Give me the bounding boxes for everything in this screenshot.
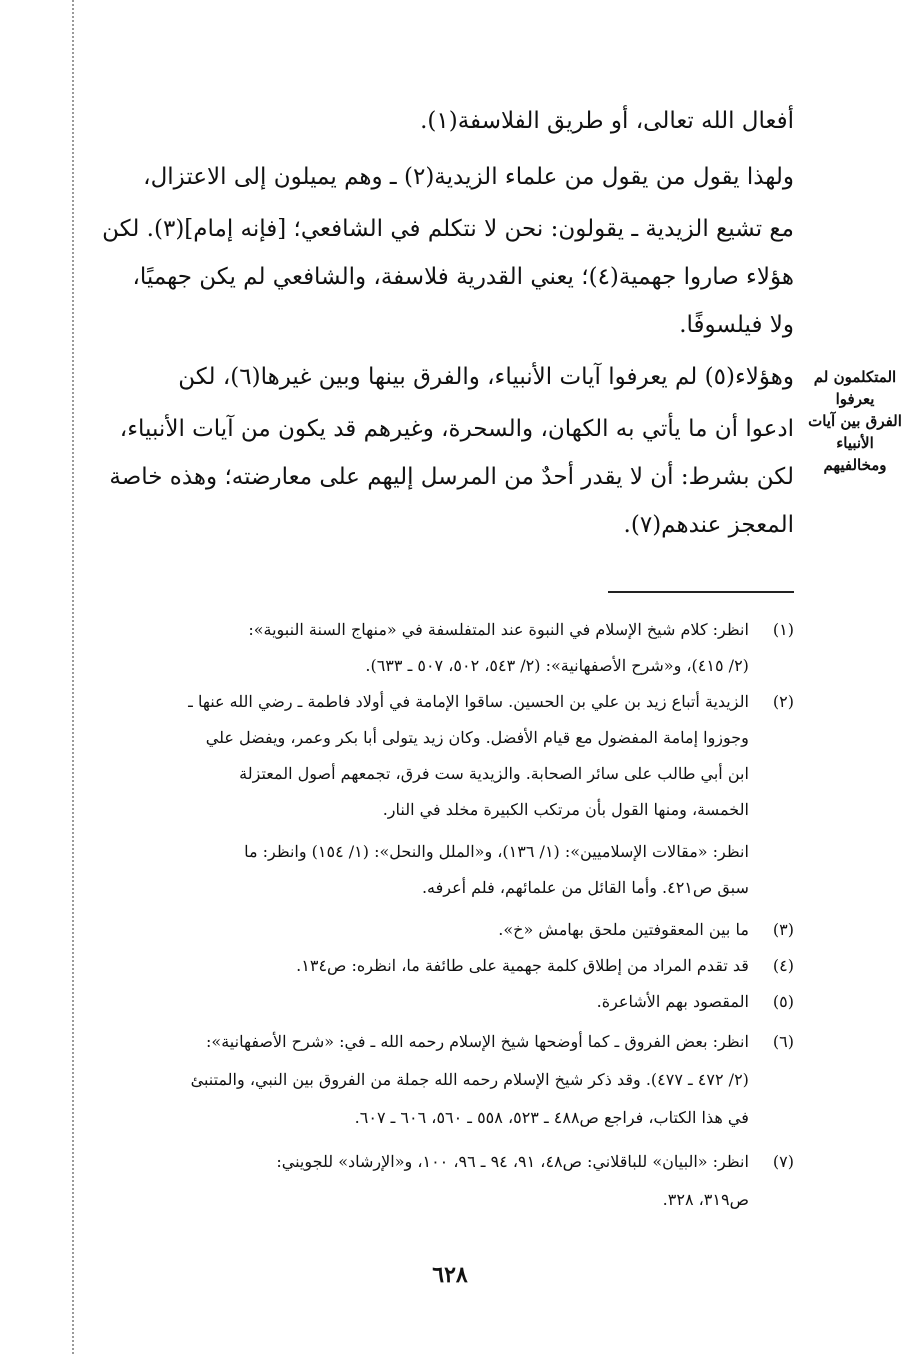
- footnote-text: (٢/ ٤٧٢ ـ ٤٧٧). وقد ذكر شيخ الإسلام رحمه الله جملة من الفروق بين النبي، والمتنبئ: [190, 1070, 749, 1089]
- footnote-text: انظر: «مقالات الإسلاميين»: (١/ ١٣٦)، و«الملل والنحل»: (١/ ١٥٤) وانظر: ما: [244, 842, 749, 861]
- footnote-line: [54, 1110, 794, 1126]
- main-line-7: ادعوا أن ما يأتي به الكهان، والسحرة، وغيرهم قد يكون من آيات الأنبياء،: [119, 416, 794, 442]
- main-line-6: وهؤلاء(٥) لم يعرفوا آيات الأنبياء، والفرق بينها وبين غيرها(٦)، لكن: [178, 364, 794, 390]
- main-line-2: ولهذا يقول من يقول من علماء الزيدية(٢) ـ وهم يميلون إلى الاعتزال،: [143, 164, 794, 190]
- main-line-3: مع تشيع الزيدية ـ يقولون: نحن لا نتكلم في الشافعي؛ [فإنه إمام](٣). لكن: [102, 216, 794, 242]
- footnote-text: انظر: بعض الفروق ـ كما أوضحها شيخ الإسلام رحمه الله ـ في: «شرح الأصفهانية»:: [206, 1032, 749, 1051]
- footnote-line: [54, 802, 794, 818]
- main-line-8: لكن بشرط: أن لا يقدر أحدٌ من المرسل إليهم على معارضته؛ وهذه خاصة: [109, 464, 794, 490]
- footnote-number: (٢): [772, 692, 794, 711]
- footnote-text: ص٣١٩، ٣٢٨.: [662, 1190, 749, 1209]
- footnote-text: قد تقدم المراد من إطلاق كلمة جهمية على طائفة ما، انظره: ص١٣٤.: [296, 956, 749, 975]
- footnote-number: (١): [772, 620, 794, 639]
- footnote-line: [54, 922, 794, 938]
- margin-note-line: الفرق بين آيات: [808, 412, 902, 430]
- margin-note-line: الأنبياء ومخالفيهم: [823, 434, 887, 474]
- footnote-text: وجوزوا إمامة المفضول مع قيام الأفضل. وكان زيد يتولى أبا بكر وعمر، ويفضل علي: [205, 728, 749, 747]
- footnote-line: [54, 730, 794, 746]
- footnote-text: سبق ص٤٢١. وأما القائل من علمائهم، فلم أعرفه.: [421, 878, 749, 897]
- footnote-line: [54, 1072, 794, 1088]
- footnote-line: [54, 844, 794, 860]
- footnote-text: المقصود بهم الأشاعرة.: [596, 992, 749, 1011]
- footnote-line: [54, 694, 794, 710]
- footnote-text: ابن أبي طالب على سائر الصحابة. والزيدية ست فرق، تجمعهم أصول المعتزلة: [239, 764, 749, 783]
- footnote-line: [54, 1154, 794, 1170]
- footnote-line: [54, 766, 794, 782]
- main-line-1: أفعال الله تعالى، أو طريق الفلاسفة(١).: [420, 108, 794, 134]
- footnote-text: ما بين المعقوفتين ملحق بهامش «خ».: [498, 920, 749, 939]
- footnote-number: (٧): [772, 1152, 794, 1171]
- footnote-line: [54, 658, 794, 674]
- footnote-text: في هذا الكتاب، فراجع ص٤٨٨ ـ ٥٢٣، ٥٥٨ ـ ٥٦٠، ٦٠٦ ـ ٦٠٧.: [354, 1108, 749, 1127]
- footnote-number: (٦): [772, 1032, 794, 1051]
- main-line-9: المعجز عندهم(٧).: [623, 512, 794, 538]
- footnote-line: [54, 958, 794, 974]
- footnote-line: [54, 880, 794, 896]
- footnote-line: [54, 1034, 794, 1050]
- footnote-line: [54, 1192, 794, 1208]
- page-number: ٦٢٨: [432, 1262, 468, 1288]
- footnote-text: الخمسة، ومنها القول بأن مرتكب الكبيرة مخلد في النار.: [382, 800, 749, 819]
- margin-note-line: المتكلمون لم يعرفوا: [813, 368, 897, 408]
- main-line-4: هؤلاء صاروا جهمية(٤)؛ يعني القدرية فلاسفة، والشافعي لم يكن جهميًا،: [132, 264, 794, 290]
- gutter-dotted-line: [72, 0, 74, 1354]
- footnote-number: (٥): [772, 992, 794, 1011]
- footnote-separator: [608, 591, 794, 593]
- footnote-number: (٤): [772, 956, 794, 975]
- margin-note: [805, 366, 905, 476]
- footnote-text: انظر: كلام شيخ الإسلام في النبوة عند المتفلسفة في «منهاج السنة النبوية»:: [248, 620, 749, 639]
- footnote-line: [54, 622, 794, 638]
- footnote-line: [54, 994, 794, 1010]
- main-line-5: ولا فيلسوفًا.: [679, 312, 794, 338]
- footnote-text: (٢/ ٤١٥)، و«شرح الأصفهانية»: (٢/ ٥٤٣، ٥٠٢، ٥٠٧ ـ ٦٣٣).: [365, 656, 749, 675]
- footnote-number: (٣): [772, 920, 794, 939]
- footnote-text: انظر: «البيان» للباقلاني: ص٤٨، ٩١، ٩٤ ـ ٩٦، ١٠٠، و«الإرشاد» للجويني:: [276, 1152, 749, 1171]
- footnote-text: الزيدية أتباع زيد بن علي بن الحسين. ساقوا الإمامة في أولاد فاطمة ـ رضي الله عنها ـ: [188, 692, 749, 711]
